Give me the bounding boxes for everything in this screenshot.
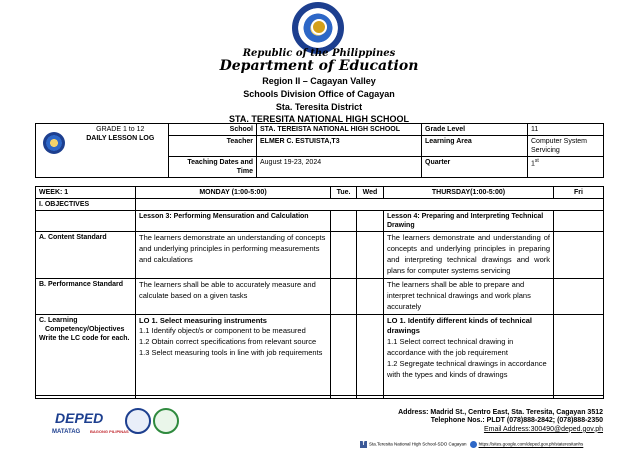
deped-seal [292,2,344,54]
lesson-log-table [35,186,604,399]
school-logo [43,132,65,154]
content-standard-thursday: The learners demonstrate and understanding of concepts and underlying principles in preparing and interpreting technical drawings and work plans for computer systems servicing [384,232,554,279]
tuesday-header: Tue. [331,187,357,199]
content-wed-blank [357,232,384,279]
lesson-fri-blank [554,211,604,232]
info-table [35,123,604,178]
district-heading: Sta. Teresita District [275,102,363,112]
lo1-item-2: 1.2 Obtain correct specifications from relevant source [139,337,317,347]
performance-standard-monday: The learners shall be able to accurately measure and calculate based on a given tasks [136,278,331,314]
comp-tue-blank [331,314,357,398]
quarter-value: 1 [531,160,535,168]
lo1-item-1: 1.1 Identify object/s or component to be measured [139,326,306,336]
matatag-logo: MATATAG [52,429,81,435]
perf-tue-blank [331,278,357,314]
lo1b-item-2: 1.2 Segregate technical drawings in accordance with the types and kinds of drawings [387,359,547,379]
teacher-value: ELMER C. ESTUISTA,T3 [257,136,422,157]
lesson3-title: Lesson 3: Performing Mensuration and Calculation [136,211,331,232]
competency-label-line2: Competency/Objectives [45,325,125,333]
lesson-label-blank [36,211,136,232]
school-label: School [169,124,257,136]
performance-standard-label: B. Performance Standard [36,278,136,314]
thursday-header: THURSDAY(1:00-5:00) [384,187,554,199]
wednesday-header: Wed [357,187,384,199]
quarter-value-cell [528,157,604,178]
lo1-title: LO 1. Select measuring instruments [139,315,267,325]
division-seal [125,408,151,434]
teacher-label: Teacher [169,136,257,157]
content-fri-blank [554,232,604,279]
friday-header: Fri [554,187,604,199]
website-link[interactable]: https://sites.google.com/deped.gov.ph/stateresitanhs [478,441,584,447]
quarter-label: Quarter [422,157,528,178]
content-tue-blank [331,232,357,279]
lesson4-title: Lesson 4: Preparing and Interpreting Technical Drawing [384,211,554,232]
facebook-page-link[interactable]: Sta.Teresita National High School-SDO Cagayan [369,441,467,447]
lo1b-item-1: 1.1 Select correct technical drawing in accordance with the job requirement [387,337,514,358]
learning-area-label: Learning Area [422,136,528,157]
comp-fri-blank [554,314,604,398]
perf-wed-blank [357,278,384,314]
perf-fri-blank [554,278,604,314]
bagong-pilipinas-logo: BAGONG PILIPINAS [90,429,129,434]
globe-icon [470,441,477,448]
log-title-cell [73,124,169,178]
week-header: WEEK: 1 [36,187,136,199]
competency-thursday [384,314,554,398]
school-value: STA. TEREISTA NATIONAL HIGH SCHOOL [257,124,422,136]
footer-divider [35,395,603,396]
grade-level-value: 11 [528,124,604,136]
footer-address: Address: Madrid St., Centro East, Sta. Teresita, Cagayan 3512 [398,409,603,416]
footer-email[interactable]: Email Address:300490@deped.gov.ph [483,425,603,433]
department-heading: Department of Education [219,58,419,74]
log-title: DAILY LESSON LOG [86,135,155,143]
school-heading: STA. TERESITA NATIONAL HIGH SCHOOL [229,114,409,124]
social-links [360,441,583,448]
dates-value: August 19-23, 2024 [257,157,422,178]
lesson-wed-blank [357,211,384,232]
content-standard-label: A. Content Standard [36,232,136,279]
competency-label-line1: C. Learning [39,316,78,324]
competency-monday [136,314,331,398]
region-heading: Region II – Cagayan Valley [262,76,376,86]
quarter-sup: st [534,158,539,165]
content-standard-monday: The learners demonstrate an understanding of concepts and underlying principles in performing measurements and calculations [136,232,331,279]
objectives-heading: I. OBJECTIVES [36,199,136,211]
footer-telephone: Telephone Nos.: PLDT (078)888-2842; (078)888-2350 [430,417,603,425]
grade-level-label: Grade Level [422,124,528,136]
facebook-icon: f [360,441,367,448]
school-logo-cell [36,124,73,178]
performance-standard-thursday: The learners shall be able to prepare and interpret technical drawings and work plans accurately [384,278,554,314]
republic-heading: Republic of the Philippines [242,48,396,59]
grade-title: GRADE 1 to 12 [96,126,145,133]
competency-label-line3: Write the LC code for each. [39,334,130,342]
deped-logo [55,410,103,426]
competency-label [36,314,136,398]
lo1-item-3: 1.3 Select measuring tools in line with job requirements [139,348,323,358]
dates-label: Teaching Dates and Time [169,157,257,178]
deped-logo-a: DEP [55,410,84,426]
school-seal [153,408,179,434]
comp-wed-blank [357,314,384,398]
deped-logo-b: ED [83,410,104,426]
division-heading: Schools Division Office of Cagayan [243,89,395,99]
monday-header: MONDAY (1:00-5:00) [136,187,331,199]
lo1b-title: LO 1. Identify different kinds of technical drawings [387,315,533,336]
objectives-blank [136,199,604,211]
lesson-tue-blank [331,211,357,232]
learning-area-value: Computer System Servicing [528,136,604,157]
footer-address-block [398,409,603,434]
